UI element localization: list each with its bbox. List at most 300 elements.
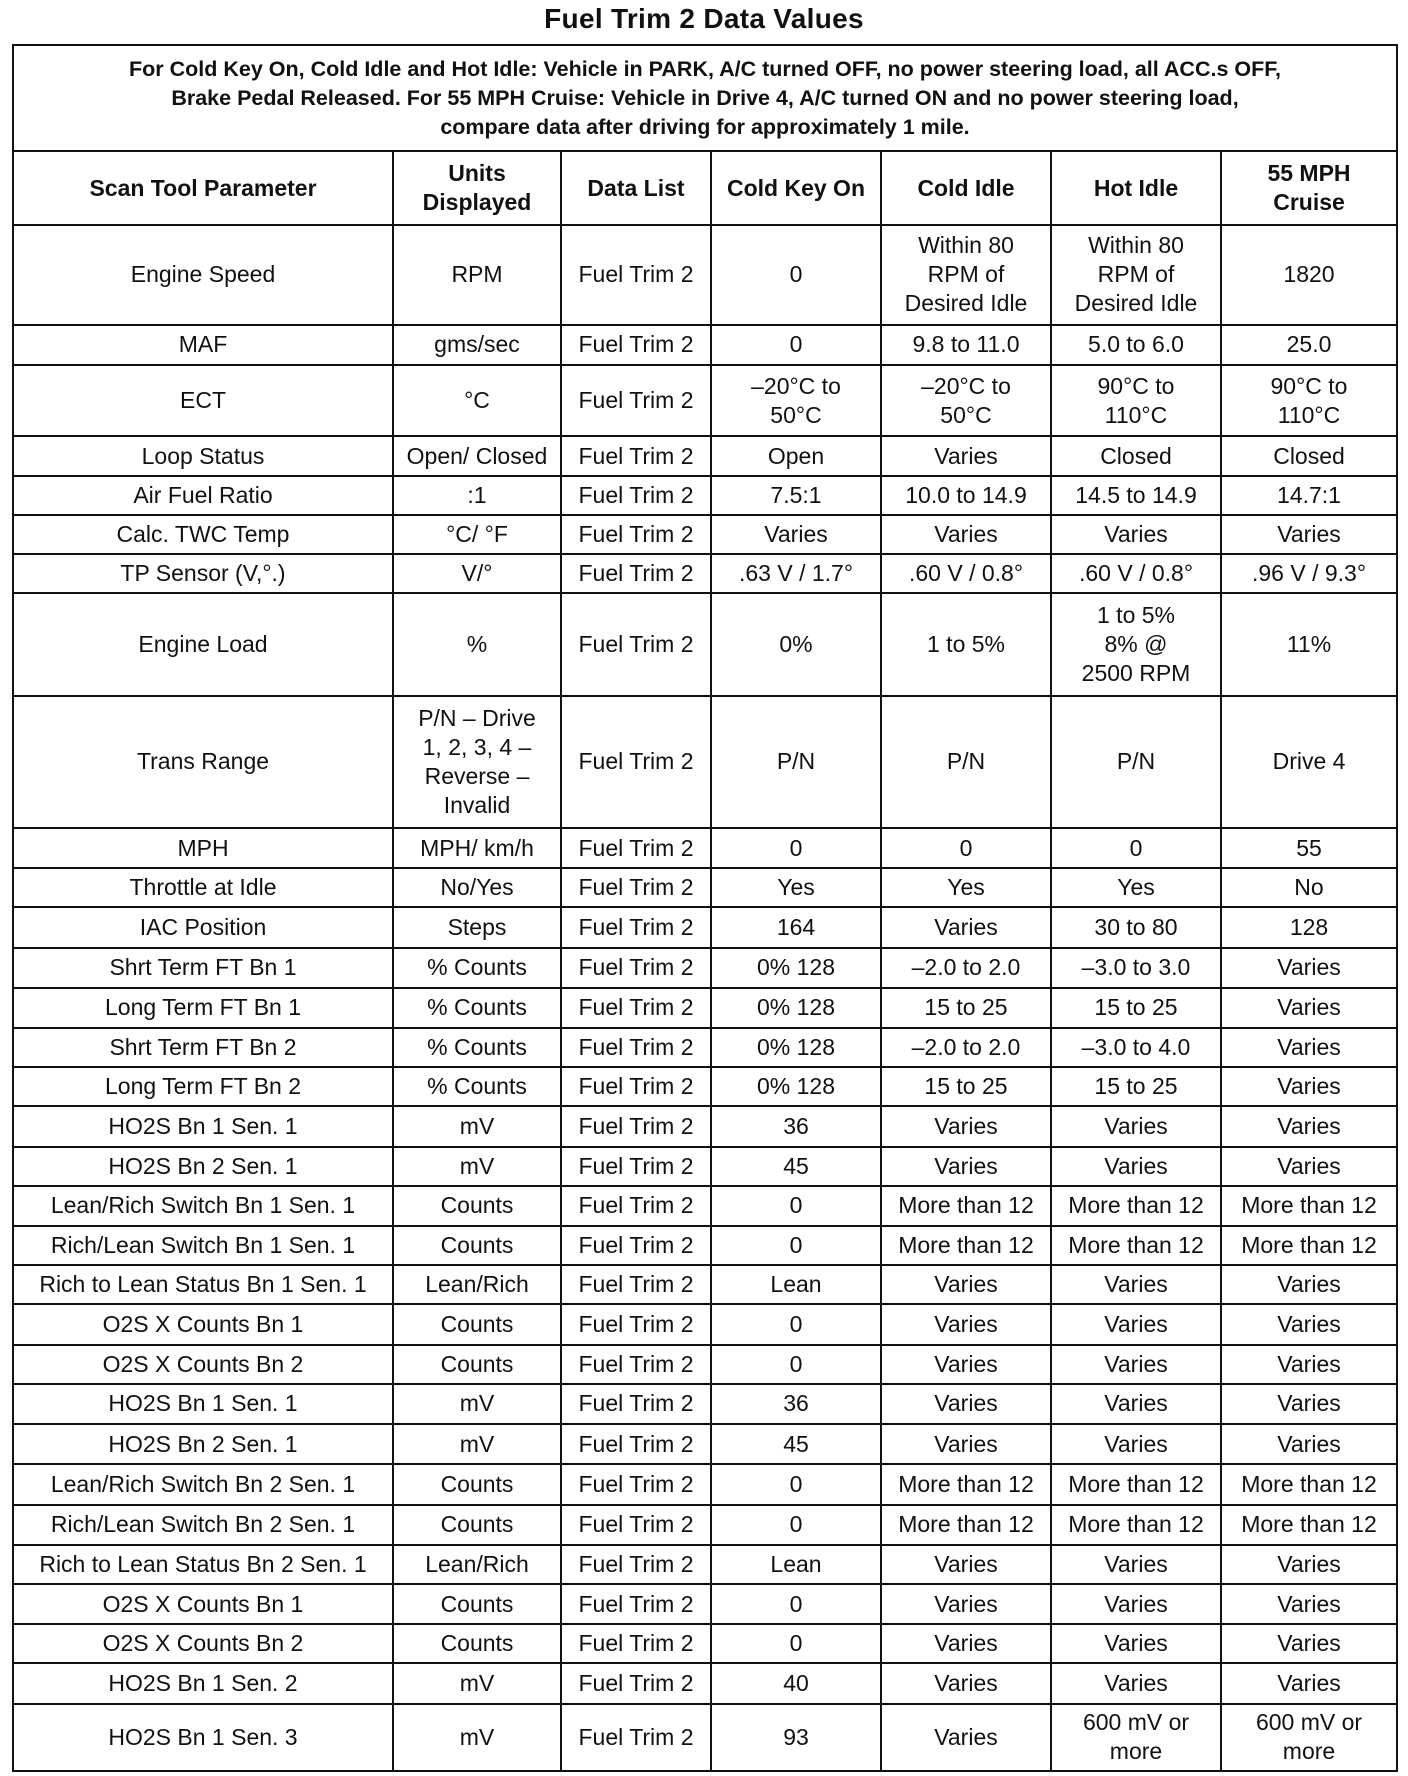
cell-cold-idle	[881, 593, 1051, 696]
cell-text: O2S X Counts Bn 1	[102, 1590, 304, 1617]
table-row	[13, 1464, 1397, 1504]
cell-text: Fuel Trim 2	[578, 331, 694, 358]
cell-55-mph-cruise	[1221, 1265, 1397, 1304]
cell-text: 0	[789, 1590, 803, 1617]
cell-data-list	[561, 1424, 711, 1464]
cell-text: 0% 128	[756, 1034, 835, 1061]
cell-parameter	[13, 436, 393, 475]
header-55-mph-cruise	[1221, 151, 1397, 225]
cell-text: Varies	[1104, 1590, 1168, 1617]
cell-text: Fuel Trim 2	[578, 1550, 694, 1577]
header-hot-idle	[1051, 151, 1221, 225]
cell-text: .60 V / 0.8°	[1078, 559, 1194, 586]
cell-text: 45	[783, 1430, 809, 1457]
cell-text: –3.0 to 3.0	[1081, 954, 1191, 981]
cell-parameter	[13, 1505, 393, 1545]
cell-55-mph-cruise	[1221, 696, 1397, 828]
conditions-row	[13, 45, 1397, 151]
cell-text: .63 V / 1.7°	[738, 559, 854, 586]
cell-text: Shrt Term FT Bn 1	[109, 954, 297, 981]
cell-hot-idle	[1051, 1067, 1221, 1106]
cell-text: MPH/ km/h	[420, 834, 534, 861]
cell-text: 9.8 to 11.0	[912, 331, 1020, 358]
table-row	[13, 1028, 1397, 1067]
cell-55-mph-cruise	[1221, 1226, 1397, 1265]
cell-text: IAC Position	[139, 913, 267, 940]
cell-text: V/°	[461, 559, 493, 586]
cell-cold-key-on	[711, 696, 881, 828]
cell-parameter	[13, 1663, 393, 1703]
cell-text: 45	[783, 1152, 809, 1179]
table-row	[13, 988, 1397, 1028]
cell-cold-idle	[881, 868, 1051, 907]
cell-text: % Counts	[427, 1073, 527, 1100]
cell-cold-key-on	[711, 948, 881, 988]
cell-text: gms/sec	[434, 331, 520, 358]
cell-hot-idle	[1051, 1304, 1221, 1344]
cell-text: Invalid	[443, 791, 511, 818]
cell-text: 0% 128	[756, 994, 835, 1021]
cell-text: °C/ °F	[446, 520, 508, 547]
cell-text: Calc. TWC Temp	[116, 520, 290, 547]
cell-text: 25.0	[1286, 331, 1332, 358]
cell-units	[393, 1704, 561, 1771]
cell-cold-idle	[881, 476, 1051, 515]
table-row	[13, 1624, 1397, 1663]
cell-55-mph-cruise	[1221, 907, 1397, 947]
cell-text: Counts	[440, 1630, 514, 1657]
table-row	[13, 515, 1397, 554]
cell-text: Engine Speed	[130, 261, 276, 288]
cell-text: Lean	[770, 1271, 822, 1298]
cell-cold-key-on	[711, 593, 881, 696]
cell-text: 0	[959, 834, 973, 861]
cell-text: Within 80	[1088, 232, 1184, 259]
cell-cold-idle	[881, 988, 1051, 1028]
cell-cold-idle	[881, 1424, 1051, 1464]
cell-parameter	[13, 515, 393, 554]
cell-text: Lean/Rich	[425, 1271, 529, 1298]
header-text: Data List	[587, 174, 685, 201]
header-cold-idle	[881, 151, 1051, 225]
cell-text: Varies	[934, 1430, 998, 1457]
cell-text: –3.0 to 4.0	[1081, 1034, 1191, 1061]
cell-text: Fuel Trim 2	[578, 1232, 694, 1259]
cell-text: 1820	[1283, 261, 1335, 288]
cell-parameter	[13, 828, 393, 868]
cell-text: Varies	[764, 520, 828, 547]
cell-text: Fuel Trim 2	[578, 1113, 694, 1140]
cell-cold-idle	[881, 436, 1051, 475]
cell-text: 128	[1289, 913, 1329, 940]
cell-text: 0% 128	[756, 1073, 835, 1100]
cell-cold-key-on	[711, 554, 881, 593]
cell-units	[393, 828, 561, 868]
cell-cold-idle	[881, 1147, 1051, 1186]
cell-text: HO2S Bn 1 Sen. 2	[108, 1670, 298, 1696]
cell-units	[393, 325, 561, 365]
cell-text: 30 to 80	[1094, 913, 1178, 940]
cell-text: 90°C to	[1270, 372, 1348, 399]
cell-data-list	[561, 325, 711, 365]
cell-text: Varies	[934, 1350, 998, 1377]
cell-data-list	[561, 828, 711, 868]
cell-cold-key-on	[711, 1028, 881, 1067]
cell-parameter	[13, 554, 393, 593]
cell-text: %	[466, 630, 488, 657]
conditions-line: Brake Pedal Released. For 55 MPH Cruise: Vehicle in Drive 4, A/C turned ON and no power steering load,	[171, 85, 1239, 110]
cell-hot-idle	[1051, 365, 1221, 437]
cell-text: 0	[789, 261, 803, 288]
cell-text: .60 V / 0.8°	[908, 559, 1024, 586]
cell-text: mV	[459, 1670, 495, 1696]
cell-data-list	[561, 1384, 711, 1424]
cell-text: 0	[789, 834, 803, 861]
cell-text: 7.5:1	[770, 481, 822, 508]
cell-text: 164	[776, 913, 816, 940]
cell-text: 14.5 to 14.9	[1075, 481, 1197, 508]
cell-parameter	[13, 1345, 393, 1384]
header-cold-key-on	[711, 151, 881, 225]
table-row	[13, 1226, 1397, 1265]
cell-text: More than 12	[898, 1470, 1034, 1497]
cell-parameter	[13, 593, 393, 696]
cell-text: Varies	[1277, 1034, 1341, 1061]
cell-text: Varies	[1277, 1310, 1341, 1337]
cell-55-mph-cruise	[1221, 988, 1397, 1028]
cell-text: –20°C to	[921, 372, 1011, 399]
cell-text: RPM	[451, 261, 503, 288]
cell-text: 93	[783, 1723, 809, 1750]
cell-text: 600 mV or	[1255, 1709, 1363, 1736]
cell-text: mV	[459, 1390, 495, 1417]
cell-text: Fuel Trim 2	[578, 1511, 694, 1538]
cell-text: mV	[459, 1723, 495, 1750]
cell-text: Varies	[1277, 1630, 1341, 1657]
cell-parameter	[13, 1028, 393, 1067]
cell-units	[393, 1147, 561, 1186]
cell-cold-idle	[881, 948, 1051, 988]
header-units-displayed	[393, 151, 561, 225]
cell-cold-idle	[881, 1345, 1051, 1384]
cell-text: Long Term FT Bn 1	[104, 994, 302, 1021]
cell-cold-key-on	[711, 515, 881, 554]
cell-text: Counts	[440, 1232, 514, 1259]
cell-text: More than 12	[1241, 1192, 1377, 1219]
cell-text: Varies	[1104, 1271, 1168, 1298]
cell-parameter	[13, 1265, 393, 1304]
cell-parameter	[13, 1147, 393, 1186]
table-row	[13, 1304, 1397, 1344]
cell-text: Fuel Trim 2	[578, 1670, 694, 1696]
cell-text: 2500 RPM	[1081, 659, 1191, 686]
table-row	[13, 828, 1397, 868]
cell-cold-idle	[881, 554, 1051, 593]
cell-hot-idle	[1051, 1028, 1221, 1067]
cell-text: Rich/Lean Switch Bn 2 Sen. 1	[50, 1511, 356, 1538]
cell-text: °C	[464, 387, 490, 414]
cell-text: 36	[783, 1113, 809, 1140]
cell-text: Shrt Term FT Bn 2	[109, 1034, 297, 1061]
cell-units	[393, 1384, 561, 1424]
cell-data-list	[561, 554, 711, 593]
cell-text: Fuel Trim 2	[578, 1430, 694, 1457]
cell-text: Yes	[777, 874, 815, 901]
table-row	[13, 948, 1397, 988]
cell-hot-idle	[1051, 1384, 1221, 1424]
cell-text: More than 12	[1068, 1232, 1204, 1259]
cell-parameter	[13, 1624, 393, 1663]
cell-cold-key-on	[711, 1106, 881, 1146]
table-row	[13, 1663, 1397, 1703]
cell-text: more	[1282, 1738, 1336, 1765]
cell-text: TP Sensor (V,°.)	[120, 559, 286, 586]
cell-hot-idle	[1051, 325, 1221, 365]
cell-hot-idle	[1051, 436, 1221, 475]
cell-text: Rich/Lean Switch Bn 1 Sen. 1	[50, 1232, 356, 1259]
fuel-trim-table	[12, 44, 1398, 1772]
cell-cold-idle	[881, 1265, 1051, 1304]
cell-parameter	[13, 1704, 393, 1771]
cell-data-list	[561, 696, 711, 828]
cell-text: 8% @	[1104, 630, 1168, 657]
cell-text: 0%	[779, 630, 813, 657]
cell-text: mV	[459, 1113, 495, 1140]
cell-text: 50°C	[940, 401, 992, 428]
table-row	[13, 1345, 1397, 1384]
cell-hot-idle	[1051, 1226, 1221, 1265]
cell-text: 36	[783, 1390, 809, 1417]
cell-units	[393, 1424, 561, 1464]
cell-parameter	[13, 365, 393, 437]
cell-hot-idle	[1051, 1186, 1221, 1226]
cell-data-list	[561, 1584, 711, 1624]
cell-hot-idle	[1051, 1505, 1221, 1545]
cell-cold-key-on	[711, 1067, 881, 1106]
cell-text: 11%	[1286, 630, 1332, 657]
table-row	[13, 1186, 1397, 1226]
table-row	[13, 696, 1397, 828]
cell-units	[393, 1345, 561, 1384]
cell-text: P/N	[946, 748, 986, 775]
cell-parameter	[13, 1226, 393, 1265]
table-row	[13, 325, 1397, 365]
cell-hot-idle	[1051, 1624, 1221, 1663]
cell-cold-key-on	[711, 1226, 881, 1265]
cell-units	[393, 1663, 561, 1703]
cell-cold-idle	[881, 325, 1051, 365]
cell-text: 0	[789, 1511, 803, 1538]
cell-cold-idle	[881, 1505, 1051, 1545]
cell-text: Drive 4	[1272, 748, 1346, 775]
cell-cold-idle	[881, 1704, 1051, 1771]
cell-text: 0	[789, 331, 803, 358]
cell-55-mph-cruise	[1221, 1464, 1397, 1504]
cell-parameter	[13, 868, 393, 907]
cell-text: O2S X Counts Bn 2	[102, 1350, 304, 1377]
cell-cold-key-on	[711, 1624, 881, 1663]
cell-text: P/N	[776, 748, 816, 775]
cell-text: 0	[1129, 834, 1143, 861]
cell-55-mph-cruise	[1221, 948, 1397, 988]
cell-text: Rich to Lean Status Bn 2 Sen. 1	[39, 1550, 367, 1577]
cell-text: Fuel Trim 2	[578, 1470, 694, 1497]
cell-55-mph-cruise	[1221, 1345, 1397, 1384]
cell-text: Engine Load	[138, 630, 268, 657]
cell-text: Fuel Trim 2	[578, 748, 694, 775]
cell-units	[393, 225, 561, 325]
cell-units	[393, 948, 561, 988]
cell-text: MAF	[178, 331, 228, 358]
cell-text: Fuel Trim 2	[578, 874, 694, 901]
table-row	[13, 1424, 1397, 1464]
cell-cold-idle	[881, 1304, 1051, 1344]
table-row	[13, 1384, 1397, 1424]
cell-text: Fuel Trim 2	[578, 1271, 694, 1298]
cell-text: Lean/Rich Switch Bn 1 Sen. 1	[50, 1192, 356, 1219]
cell-text: RPM of	[927, 261, 1005, 288]
cell-units	[393, 1067, 561, 1106]
header-text: Scan Tool Parameter	[89, 174, 317, 201]
cell-parameter	[13, 1304, 393, 1344]
cell-text: Varies	[1104, 520, 1168, 547]
header-text: Cruise	[1273, 189, 1345, 216]
cell-text: Desired Idle	[1074, 290, 1198, 317]
cell-text: Fuel Trim 2	[578, 1034, 694, 1061]
cell-cold-idle	[881, 696, 1051, 828]
cell-cold-key-on	[711, 1545, 881, 1584]
cell-data-list	[561, 1265, 711, 1304]
cell-data-list	[561, 907, 711, 947]
cell-cold-key-on	[711, 365, 881, 437]
cell-units	[393, 365, 561, 437]
cell-text: Varies	[1277, 1113, 1341, 1140]
cell-cold-idle	[881, 1624, 1051, 1663]
cell-text: O2S X Counts Bn 2	[102, 1630, 304, 1657]
cell-parameter	[13, 1186, 393, 1226]
cell-hot-idle	[1051, 696, 1221, 828]
cell-text: 15 to 25	[1094, 1073, 1178, 1100]
cell-text: Fuel Trim 2	[578, 1390, 694, 1417]
cell-hot-idle	[1051, 1265, 1221, 1304]
header-text: Displayed	[422, 189, 532, 216]
cell-text: Counts	[440, 1192, 514, 1219]
cell-text: Yes	[947, 874, 985, 901]
cell-text: Varies	[934, 1390, 998, 1417]
cell-text: Varies	[1277, 954, 1341, 981]
cell-55-mph-cruise	[1221, 1545, 1397, 1584]
table-row	[13, 1106, 1397, 1146]
cell-text: Fuel Trim 2	[578, 954, 694, 981]
cell-data-list	[561, 1226, 711, 1265]
cell-cold-key-on	[711, 1704, 881, 1771]
cell-text: O2S X Counts Bn 1	[102, 1310, 304, 1337]
cell-units	[393, 696, 561, 828]
cell-hot-idle	[1051, 1704, 1221, 1771]
cell-cold-key-on	[711, 476, 881, 515]
cell-cold-idle	[881, 1384, 1051, 1424]
cell-units	[393, 988, 561, 1028]
cell-text: HO2S Bn 1 Sen. 1	[108, 1390, 298, 1417]
table-row	[13, 907, 1397, 947]
cell-text: 55	[1296, 834, 1322, 861]
cell-parameter	[13, 1424, 393, 1464]
cell-text: Counts	[440, 1590, 514, 1617]
page-title: Fuel Trim 2 Data Values	[544, 3, 864, 34]
cell-text: Varies	[934, 1590, 998, 1617]
table-row	[13, 868, 1397, 907]
cell-text: MPH	[177, 834, 229, 861]
cell-data-list	[561, 476, 711, 515]
cell-hot-idle	[1051, 476, 1221, 515]
cell-text: Fuel Trim 2	[578, 261, 694, 288]
cell-text: More than 12	[1068, 1192, 1204, 1219]
cell-cold-key-on	[711, 325, 881, 365]
cell-text: Fuel Trim 2	[578, 387, 694, 414]
cell-data-list	[561, 1028, 711, 1067]
cell-55-mph-cruise	[1221, 1304, 1397, 1344]
cell-text: Lean	[770, 1550, 822, 1577]
cell-text: Varies	[1277, 1390, 1341, 1417]
cell-text: 0	[789, 1470, 803, 1497]
cell-55-mph-cruise	[1221, 476, 1397, 515]
cell-data-list	[561, 1663, 711, 1703]
cell-text: Varies	[934, 1630, 998, 1657]
cell-hot-idle	[1051, 1464, 1221, 1504]
cell-units	[393, 554, 561, 593]
cell-text: More than 12	[898, 1511, 1034, 1538]
cell-parameter	[13, 225, 393, 325]
cell-text: Fuel Trim 2	[578, 1073, 694, 1100]
cell-parameter	[13, 476, 393, 515]
cell-text: Fuel Trim 2	[578, 520, 694, 547]
cell-text: Air Fuel Ratio	[133, 481, 273, 508]
cell-text: –2.0 to 2.0	[911, 1034, 1021, 1061]
cell-55-mph-cruise	[1221, 1424, 1397, 1464]
cell-text: 0% 128	[756, 954, 835, 981]
cell-data-list	[561, 1345, 711, 1384]
cell-text: 14.7:1	[1277, 481, 1341, 508]
cell-text: Fuel Trim 2	[578, 442, 694, 469]
header-text: Cold Key On	[726, 174, 865, 201]
cell-text: :1	[467, 481, 487, 508]
header-row	[13, 151, 1397, 225]
header-text: 55 MPH	[1267, 160, 1351, 187]
header-data-list	[561, 151, 711, 225]
cell-text: Varies	[1277, 1271, 1341, 1298]
cell-text: Varies	[1277, 1590, 1341, 1617]
cell-text: No	[1294, 874, 1324, 901]
cell-text: HO2S Bn 1 Sen. 1	[108, 1113, 298, 1140]
table-row	[13, 1067, 1397, 1106]
cell-text: Varies	[1104, 1310, 1168, 1337]
cell-parameter	[13, 988, 393, 1028]
cell-cold-key-on	[711, 868, 881, 907]
cell-text: HO2S Bn 2 Sen. 1	[108, 1430, 298, 1457]
cell-cold-idle	[881, 1584, 1051, 1624]
cell-text: –20°C to	[751, 372, 841, 399]
table-row	[13, 1265, 1397, 1304]
table-row	[13, 476, 1397, 515]
cell-text: More than 12	[1068, 1470, 1204, 1497]
cell-text: Loop Status	[141, 442, 265, 469]
cell-hot-idle	[1051, 868, 1221, 907]
table-body	[13, 45, 1397, 1771]
cell-units	[393, 1584, 561, 1624]
cell-hot-idle	[1051, 515, 1221, 554]
cell-cold-idle	[881, 1028, 1051, 1067]
cell-text: More than 12	[1241, 1511, 1377, 1538]
